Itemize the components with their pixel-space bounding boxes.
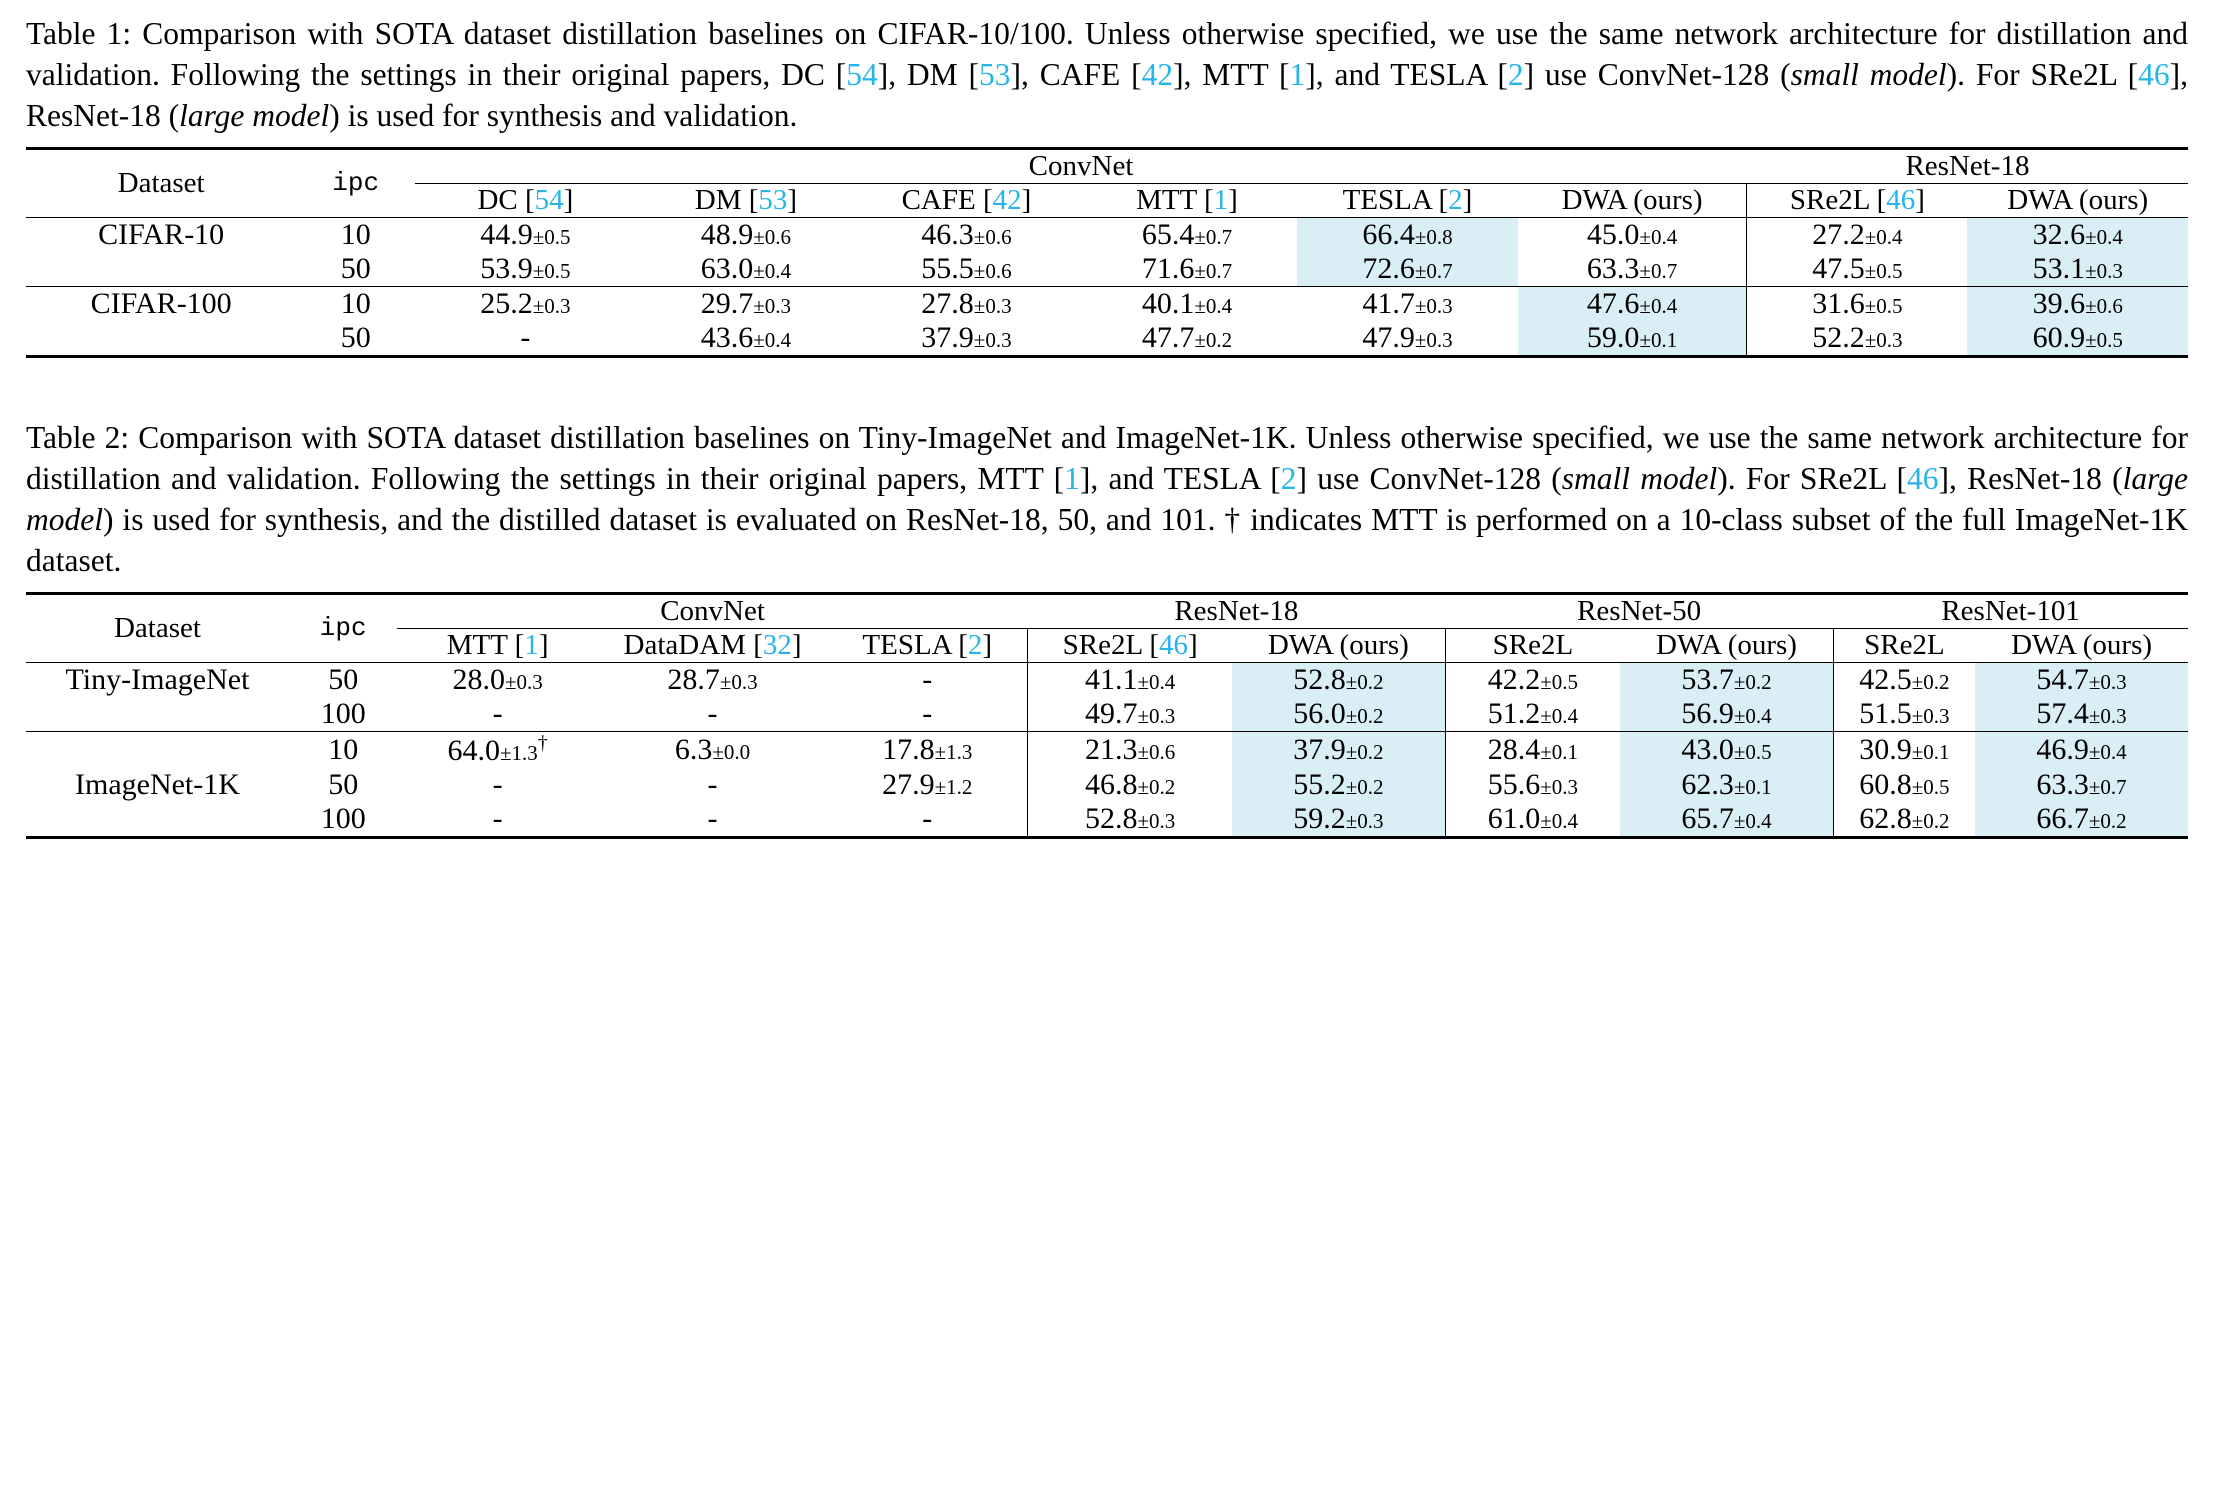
cell-dwa-18: 59.2±0.3 xyxy=(1232,802,1445,838)
cell-dwa-50: 43.0±0.5 xyxy=(1620,732,1833,768)
citation-ref[interactable]: 2 xyxy=(967,628,983,661)
citation-ref[interactable]: 2 xyxy=(1448,183,1463,216)
row-ipc: 10 xyxy=(328,732,359,766)
table2-caption xyxy=(26,418,2188,582)
cell-sre2l-18: 41.1±0.4 xyxy=(1028,663,1233,697)
row-dataset-name: CIFAR-100 xyxy=(90,286,232,320)
citation-ref[interactable]: 1 xyxy=(1213,183,1229,216)
cell-dwa-convnet: 59.0±0.1 xyxy=(1518,321,1747,357)
citation-ref[interactable]: 1 xyxy=(1289,56,1306,92)
cell-dc: 53.9±0.5 xyxy=(480,251,571,285)
cell-mtt: 71.6±0.7 xyxy=(1141,251,1233,285)
row-ipc: 10 xyxy=(340,217,371,251)
cell-tesla: 27.9±1.2 xyxy=(882,767,973,801)
caption-text: ], ResNet-18 ( xyxy=(1938,460,2123,496)
header-method-tesla: TESLA [2] xyxy=(1342,183,1473,216)
group-header-resnet101: ResNet-101 xyxy=(1833,595,2188,629)
cell-datadam: 6.3±0.0 xyxy=(674,732,751,766)
cell-mtt: 65.4±0.7 xyxy=(1141,217,1233,251)
group-header-resnet50: ResNet-50 xyxy=(1445,595,1833,629)
cell-dwa-resnet18: 60.9±0.5 xyxy=(1967,321,2188,357)
cell-sre2l: 52.2±0.3 xyxy=(1747,321,1968,357)
row-dataset-name xyxy=(26,732,289,768)
caption-text: ] use ConvNet-128 ( xyxy=(1296,460,1562,496)
header-method-mtt: MTT [1] xyxy=(1136,183,1238,216)
cell-dwa-50: 65.7±0.4 xyxy=(1620,802,1833,838)
row-ipc: 50 xyxy=(340,251,371,285)
cell-mtt: 64.0±1.3† xyxy=(447,731,548,767)
table-bottom-rule xyxy=(26,356,2188,358)
header-method-datadam: DataDAM [32] xyxy=(623,628,802,661)
caption-text: ], MTT [ xyxy=(1173,56,1290,92)
citation-ref[interactable]: 54 xyxy=(534,183,564,216)
table-row xyxy=(26,732,2188,768)
cell-dwa-18: 55.2±0.2 xyxy=(1232,768,1445,802)
group-header-convnet: ConvNet xyxy=(415,150,1747,184)
cell-dm: 63.0±0.4 xyxy=(700,251,792,285)
group-header-convnet: ConvNet xyxy=(397,595,1027,629)
caption-text: ] use ConvNet-128 ( xyxy=(1523,56,1791,92)
citation-ref[interactable]: 42 xyxy=(1141,56,1174,92)
cell-sre2l-101: 42.5±0.2 xyxy=(1833,663,1975,697)
cell-dc: 44.9±0.5 xyxy=(480,217,571,251)
cell-mtt: 40.1±0.4 xyxy=(1141,286,1233,320)
header-ipc: ipc xyxy=(319,613,367,644)
row-ipc: 100 xyxy=(320,801,366,835)
cell-dwa-101: 46.9±0.4 xyxy=(1975,732,2188,768)
cell-dwa-convnet: 45.0±0.4 xyxy=(1586,217,1678,251)
cell-dwa-101: 66.7±0.2 xyxy=(1975,802,2188,838)
table-row xyxy=(26,768,2188,802)
cell-tesla: 66.4±0.8 xyxy=(1297,218,1518,252)
cell-sre2l-101: 62.8±0.2 xyxy=(1833,802,1975,838)
header-dataset: Dataset xyxy=(113,611,201,644)
group-header-resnet18: ResNet-18 xyxy=(1028,595,1445,629)
cell-tesla: 41.7±0.3 xyxy=(1362,286,1453,320)
citation-ref[interactable]: 46 xyxy=(1159,628,1189,661)
cell-mtt: - xyxy=(492,696,503,730)
group-header-resnet18: ResNet-18 xyxy=(1747,150,2188,184)
cell-tesla: - xyxy=(922,801,933,835)
citation-ref[interactable]: 1 xyxy=(524,628,539,661)
cell-dwa-18: 56.0±0.2 xyxy=(1232,697,1445,732)
table-row xyxy=(26,252,2188,287)
header-method-dm: DM [53] xyxy=(694,183,798,216)
citation-ref[interactable]: 46 xyxy=(1907,460,1939,496)
cell-dc: 25.2±0.3 xyxy=(480,286,571,320)
caption-text: ], and TESLA [ xyxy=(1079,460,1281,496)
cell-sre2l-18: 46.8±0.2 xyxy=(1028,768,1233,802)
cell-dm: 43.6±0.4 xyxy=(700,320,792,354)
row-ipc: 50 xyxy=(340,320,371,354)
cell-tesla: 72.6±0.7 xyxy=(1297,252,1518,287)
table-row xyxy=(26,321,2188,357)
row-dataset-name: CIFAR-10 xyxy=(98,217,225,251)
cell-sre2l: 27.2±0.4 xyxy=(1747,218,1968,252)
cell-dwa-resnet18: 32.6±0.4 xyxy=(1967,218,2188,252)
cell-dwa-convnet: 63.3±0.7 xyxy=(1586,251,1678,285)
citation-ref[interactable]: 46 xyxy=(1886,183,1916,216)
caption-text: ], CAFE [ xyxy=(1010,56,1142,92)
cell-dwa-resnet18: 53.1±0.3 xyxy=(1967,252,2188,287)
cell-dwa-50: 56.9±0.4 xyxy=(1620,697,1833,732)
header-method-mtt: MTT [1] xyxy=(446,628,549,661)
cell-datadam: - xyxy=(707,696,718,730)
cell-cafe: 46.3±0.6 xyxy=(921,217,1012,251)
cell-datadam: - xyxy=(707,801,718,835)
header-ipc: ipc xyxy=(332,168,380,199)
caption-text: ). For SRe2L [ xyxy=(1946,56,2139,92)
cell-dm: 48.9±0.6 xyxy=(700,217,792,251)
cell-mtt: 28.0±0.3 xyxy=(452,662,543,696)
cell-sre2l-50: 51.2±0.4 xyxy=(1445,697,1620,732)
citation-ref[interactable]: 42 xyxy=(992,183,1022,216)
cell-sre2l-18: 52.8±0.3 xyxy=(1028,802,1233,838)
row-dataset-name xyxy=(26,321,296,357)
cell-dwa-50: 53.7±0.2 xyxy=(1620,663,1833,697)
caption-text: ) is used for synthesis and validation. xyxy=(329,97,798,133)
header-method-sre2l-101: SRe2L xyxy=(1833,628,1975,662)
table-row xyxy=(26,218,2188,252)
cell-dwa-101: 57.4±0.3 xyxy=(1975,697,2188,732)
cell-sre2l-18: 49.7±0.3 xyxy=(1028,697,1233,732)
table-row xyxy=(26,697,2188,732)
group-header-row xyxy=(26,595,2188,629)
table2-wrapper xyxy=(26,592,2188,839)
header-method-dwa-resnet18: DWA (ours) xyxy=(2007,183,2149,216)
citation-ref[interactable]: 53 xyxy=(758,183,788,216)
cell-cafe: 27.8±0.3 xyxy=(921,286,1012,320)
row-ipc: 10 xyxy=(340,286,371,320)
cell-dwa-18: 37.9±0.2 xyxy=(1232,732,1445,768)
header-method-sre2l-18: SRe2L [46] xyxy=(1028,628,1233,662)
cell-sre2l-50: 61.0±0.4 xyxy=(1445,802,1620,838)
cell-dwa-101: 63.3±0.7 xyxy=(1975,768,2188,802)
cell-sre2l-101: 51.5±0.3 xyxy=(1833,697,1975,732)
header-dataset: Dataset xyxy=(117,166,205,199)
header-method-dwa-18: DWA (ours) xyxy=(1267,628,1409,661)
table2 xyxy=(26,592,2188,839)
header-method-dwa-convnet: DWA (ours) xyxy=(1561,183,1703,216)
citation-ref[interactable]: 1 xyxy=(1064,460,1080,496)
caption-text: ). For SRe2L [ xyxy=(1717,460,1908,496)
row-dataset-name xyxy=(26,252,296,287)
citation-ref[interactable]: 2 xyxy=(1280,460,1297,496)
cell-tesla: 17.8±1.3 xyxy=(882,732,973,766)
cell-sre2l-50: 55.6±0.3 xyxy=(1445,768,1620,802)
caption-emphasis: small model xyxy=(1561,460,1718,496)
table-row xyxy=(26,663,2188,697)
cell-tesla: 47.9±0.3 xyxy=(1362,320,1453,354)
table-row xyxy=(26,287,2188,321)
cell-datadam: 28.7±0.3 xyxy=(667,662,758,696)
caption-text: ], and TESLA [ xyxy=(1305,56,1508,92)
table-row xyxy=(26,802,2188,838)
caption-text: ], ResNet-18 ( xyxy=(26,56,2189,133)
table-bottom-rule xyxy=(26,837,2188,839)
cell-mtt: - xyxy=(492,801,503,835)
citation-ref[interactable]: 46 xyxy=(2138,56,2170,92)
citation-ref[interactable]: 53 xyxy=(979,56,1011,92)
cell-sre2l: 31.6±0.5 xyxy=(1747,287,1968,321)
group-header-row xyxy=(26,150,2188,184)
row-dataset-name xyxy=(26,697,289,732)
cell-cafe: 37.9±0.3 xyxy=(921,320,1012,354)
header-method-tesla: TESLA [2] xyxy=(862,628,993,661)
caption-text: ) is used for synthesis, and the distilled dataset is evaluated on ResNet-18, 50, and 101. † indicates MTT is performed on a 10-class subset of the full ImageNet-1K dataset. xyxy=(26,501,2188,578)
cell-tesla: - xyxy=(922,662,933,696)
cell-sre2l: 47.5±0.5 xyxy=(1747,252,1968,287)
cell-sre2l-101: 60.8±0.5 xyxy=(1833,768,1975,802)
cell-sre2l-50: 28.4±0.1 xyxy=(1445,732,1620,768)
header-method-sre2l-50: SRe2L xyxy=(1445,628,1620,662)
cell-mtt: 47.7±0.2 xyxy=(1141,320,1233,354)
cell-dwa-convnet: 47.6±0.4 xyxy=(1518,287,1747,321)
cell-sre2l-101: 30.9±0.1 xyxy=(1833,732,1975,768)
cell-dwa-18: 52.8±0.2 xyxy=(1232,663,1445,697)
cell-dm: 29.7±0.3 xyxy=(700,286,792,320)
row-ipc: 100 xyxy=(320,696,366,730)
table1-caption xyxy=(26,14,2188,137)
header-method-sre2l: SRe2L [46] xyxy=(1747,183,1968,217)
caption-emphasis: large model xyxy=(179,97,330,133)
row-ipc: 50 xyxy=(328,662,359,696)
row-ipc: 50 xyxy=(328,767,359,801)
cell-dc: - xyxy=(520,320,531,354)
row-dataset-name: Tiny-ImageNet xyxy=(65,662,250,696)
header-method-dc: DC [54] xyxy=(477,183,574,216)
header-method-cafe: CAFE [42] xyxy=(901,183,1032,216)
table1-wrapper xyxy=(26,147,2188,358)
citation-ref[interactable]: 2 xyxy=(1507,56,1524,92)
caption-text: ], DM [ xyxy=(877,56,980,92)
cell-dwa-resnet18: 39.6±0.6 xyxy=(1967,287,2188,321)
cell-datadam: - xyxy=(707,767,718,801)
cell-tesla: - xyxy=(922,696,933,730)
cell-dwa-101: 54.7±0.3 xyxy=(1975,663,2188,697)
caption-text: Table 2: Comparison with SOTA dataset distillation baselines on Tiny-ImageNet and ImageNet-1K. Unless otherwise specified, we use the same network architecture for distillation and validation. Following the settings in their original papers, MTT [ xyxy=(26,419,2188,496)
section-gap xyxy=(26,384,2188,418)
citation-ref[interactable]: 32 xyxy=(762,628,792,661)
cell-mtt: - xyxy=(492,767,503,801)
cell-sre2l-18: 21.3±0.6 xyxy=(1028,732,1233,768)
cell-cafe: 55.5±0.6 xyxy=(921,251,1012,285)
cell-sre2l-50: 42.2±0.5 xyxy=(1445,663,1620,697)
header-method-dwa-50: DWA (ours) xyxy=(1656,628,1797,661)
row-dataset-name: ImageNet-1K xyxy=(75,767,240,801)
header-method-dwa-101: DWA (ours) xyxy=(2011,628,2153,661)
table1 xyxy=(26,147,2188,358)
citation-ref[interactable]: 54 xyxy=(846,56,878,92)
caption-text: Table 1: Comparison with SOTA dataset distillation baselines on CIFAR-10/100. Unless otherwise specified, we use the same network architecture for distillation and validation. Following the settings in their original papers, DC [ xyxy=(26,16,2188,92)
row-dataset-name xyxy=(26,802,289,838)
cell-dwa-50: 62.3±0.1 xyxy=(1620,768,1833,802)
caption-emphasis: large model xyxy=(26,460,2188,537)
caption-emphasis: small model xyxy=(1790,56,1947,92)
